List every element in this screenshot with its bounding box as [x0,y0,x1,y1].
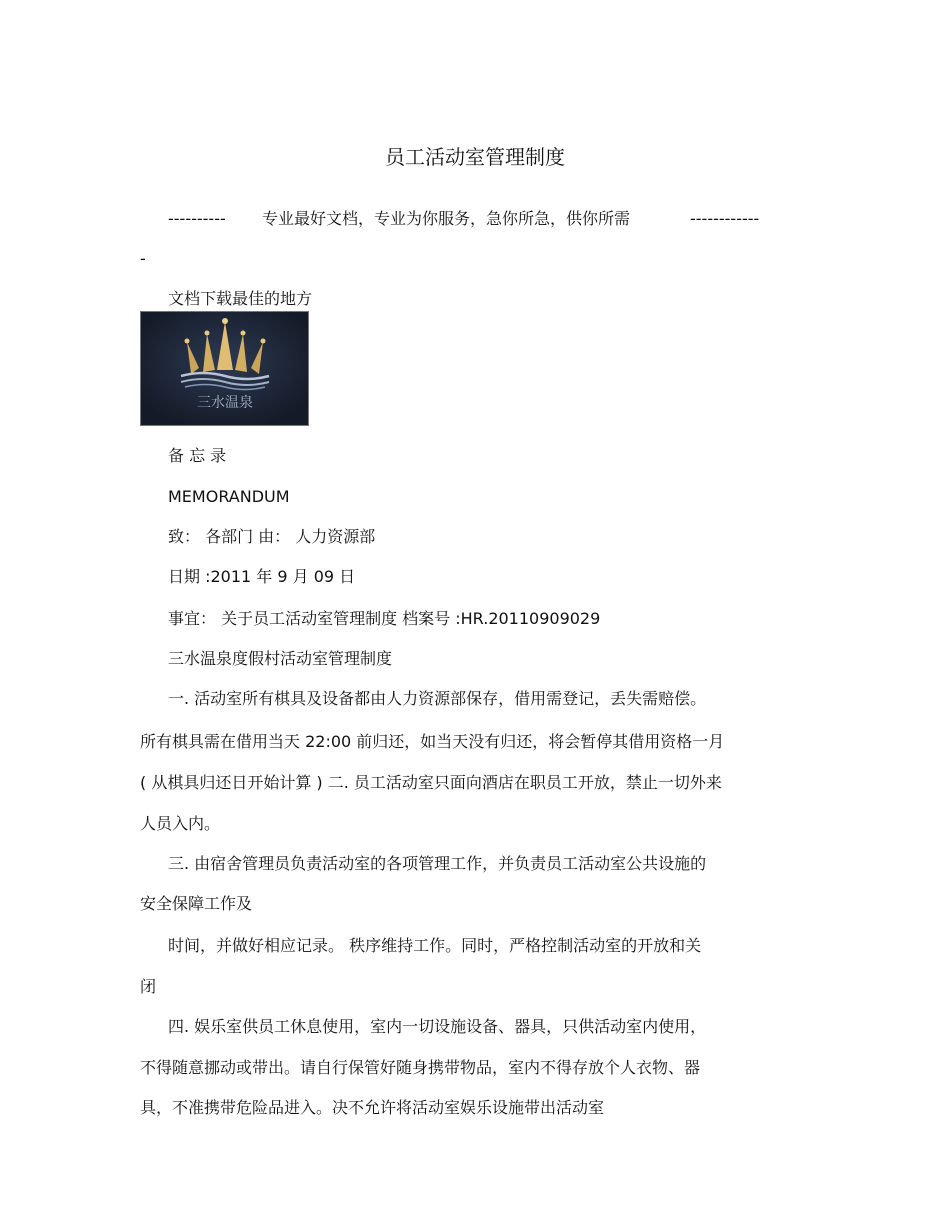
logo-text: 三水温泉 [197,395,253,411]
resort-heading: 三水温泉度假村活动室管理制度 [168,649,393,668]
banner-dash-wrap: - [140,249,146,268]
paragraph-line: 三. 由宿舍管理员负责活动室的各项管理工作，并负责员工活动室公共设施的 [168,854,707,873]
resort-logo [140,311,309,426]
memo-subject: 事宜： 关于员工活动室管理制度 档案号 :HR.20110909029 [168,609,601,628]
paragraph-line: 不得随意挪动或带出。请自行保管好随身携带物品，室内不得存放个人衣物、器 [140,1058,701,1077]
paragraph-line: 一. 活动室所有棋具及设备都由人力资源部保存，借用需登记，丢失需赔偿。 [168,689,707,708]
document-title: 员工活动室管理制度 [385,145,565,169]
banner-dashes-right: ------------ [690,209,760,228]
paragraph-line: 安全保障工作及 [140,894,253,913]
memo-date: 日期 :2011 年 9 月 09 日 [168,567,356,586]
banner-dashes-left: ---------- [168,209,226,228]
paragraph-line: 所有棋具需在借用当天 22:00 前归还，如当天没有归还，将会暂停其借用资格一月 [140,732,725,751]
memo-to-from: 致： 各部门 由： 人力资源部 [168,527,376,546]
crown-logo-icon [141,312,308,425]
paragraph-line: 人员入内。 [140,814,221,833]
banner-text: 专业最好文档，专业为你服务，急你所急，供你所需 [262,209,631,228]
paragraph-line: 四. 娱乐室供员工休息使用，室内一切设施设备、器具，只供活动室内使用， [168,1017,707,1036]
paragraph-line: 闭 [140,977,157,996]
memo-title-cn: 备 忘 录 [168,446,227,465]
memo-title-en: MEMORANDUM [168,487,290,506]
tagline: 文档下载最佳的地方 [168,289,313,308]
paragraph-line: 具，不准携带危险品进入。决不允许将活动室娱乐设施带出活动室 [140,1098,605,1117]
paragraph-line: ( 从棋具归还日开始计算 ) 二. 员工活动室只面向酒店在职员工开放，禁止一切外来 [140,773,722,792]
paragraph-line: 时间，并做好相应记录。 秩序维持工作。同时，严格控制活动室的开放和关 [168,936,702,955]
